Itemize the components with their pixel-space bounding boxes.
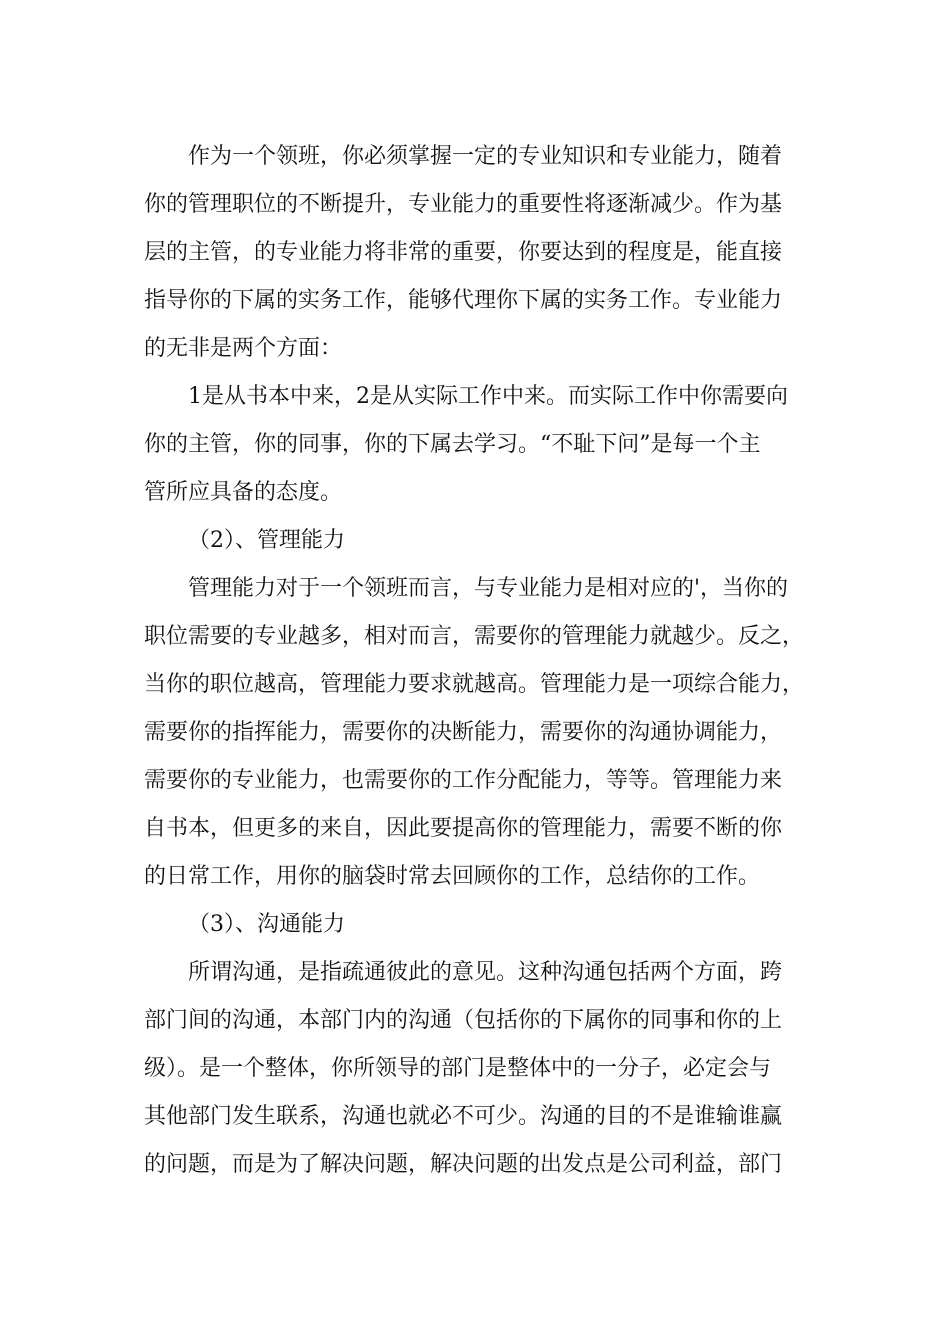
text-line: 的日常工作，用你的脑袋时常去回顾你的工作，总结你的工作。 <box>144 864 761 889</box>
text-line: 你的主管，你的同事，你的下属去学习。“不耻下问”是每一个主 <box>144 432 761 457</box>
text-line: 其他部门发生联系，沟通也就必不可少。沟通的目的不是谁输谁赢 <box>144 1104 783 1129</box>
text-line: 需要你的专业能力，也需要你的工作分配能力，等等。管理能力来 <box>144 768 783 793</box>
text-line: 所谓沟通，是指疏通彼此的意见。这种沟通包括两个方面，跨 <box>188 960 783 985</box>
text-line: 部门间的沟通，本部门内的沟通（包括你的下属你的同事和你的上 <box>144 1008 783 1033</box>
text-line: 当你的职位越高，管理能力要求就越高。管理能力是一项综合能力， <box>144 672 805 697</box>
text-line: 管所应具备的态度。 <box>144 480 343 505</box>
text-line: 自书本，但更多的来自，因此要提高你的管理能力，需要不断的你 <box>144 816 783 841</box>
text-line: （2）、管理能力 <box>188 528 345 553</box>
text-line: 需要你的指挥能力，需要你的决断能力，需要你的沟通协调能力， <box>144 720 783 745</box>
text-line: 你的管理职位的不断提升，专业能力的重要性将逐渐减少。作为基 <box>144 192 783 217</box>
document-body <box>144 133 824 1189</box>
text-line: 1是从书本中来，2是从实际工作中来。而实际工作中你需要向 <box>188 384 788 409</box>
text-line: （3）、沟通能力 <box>188 912 345 937</box>
text-line: 的无非是两个方面： <box>144 336 343 361</box>
text-line: 层的主管，的专业能力将非常的重要，你要达到的程度是，能直接 <box>144 240 783 265</box>
text-line: 级）。是一个整体，你所领导的部门是整体中的一分子，必定会与 <box>144 1056 772 1081</box>
text-line: 职位需要的专业越多，相对而言，需要你的管理能力就越少。反之， <box>144 624 805 649</box>
text-line: 的问题，而是为了解决问题，解决问题的出发点是公司利益，部门 <box>144 1152 783 1177</box>
text-line: 管理能力对于一个领班而言，与专业能力是相对应的'，当你的 <box>188 576 789 601</box>
text-line: 作为一个领班，你必须掌握一定的专业知识和专业能力，随着 <box>188 144 783 169</box>
text-line: 指导你的下属的实务工作，能够代理你下属的实务工作。专业能力 <box>144 288 783 313</box>
